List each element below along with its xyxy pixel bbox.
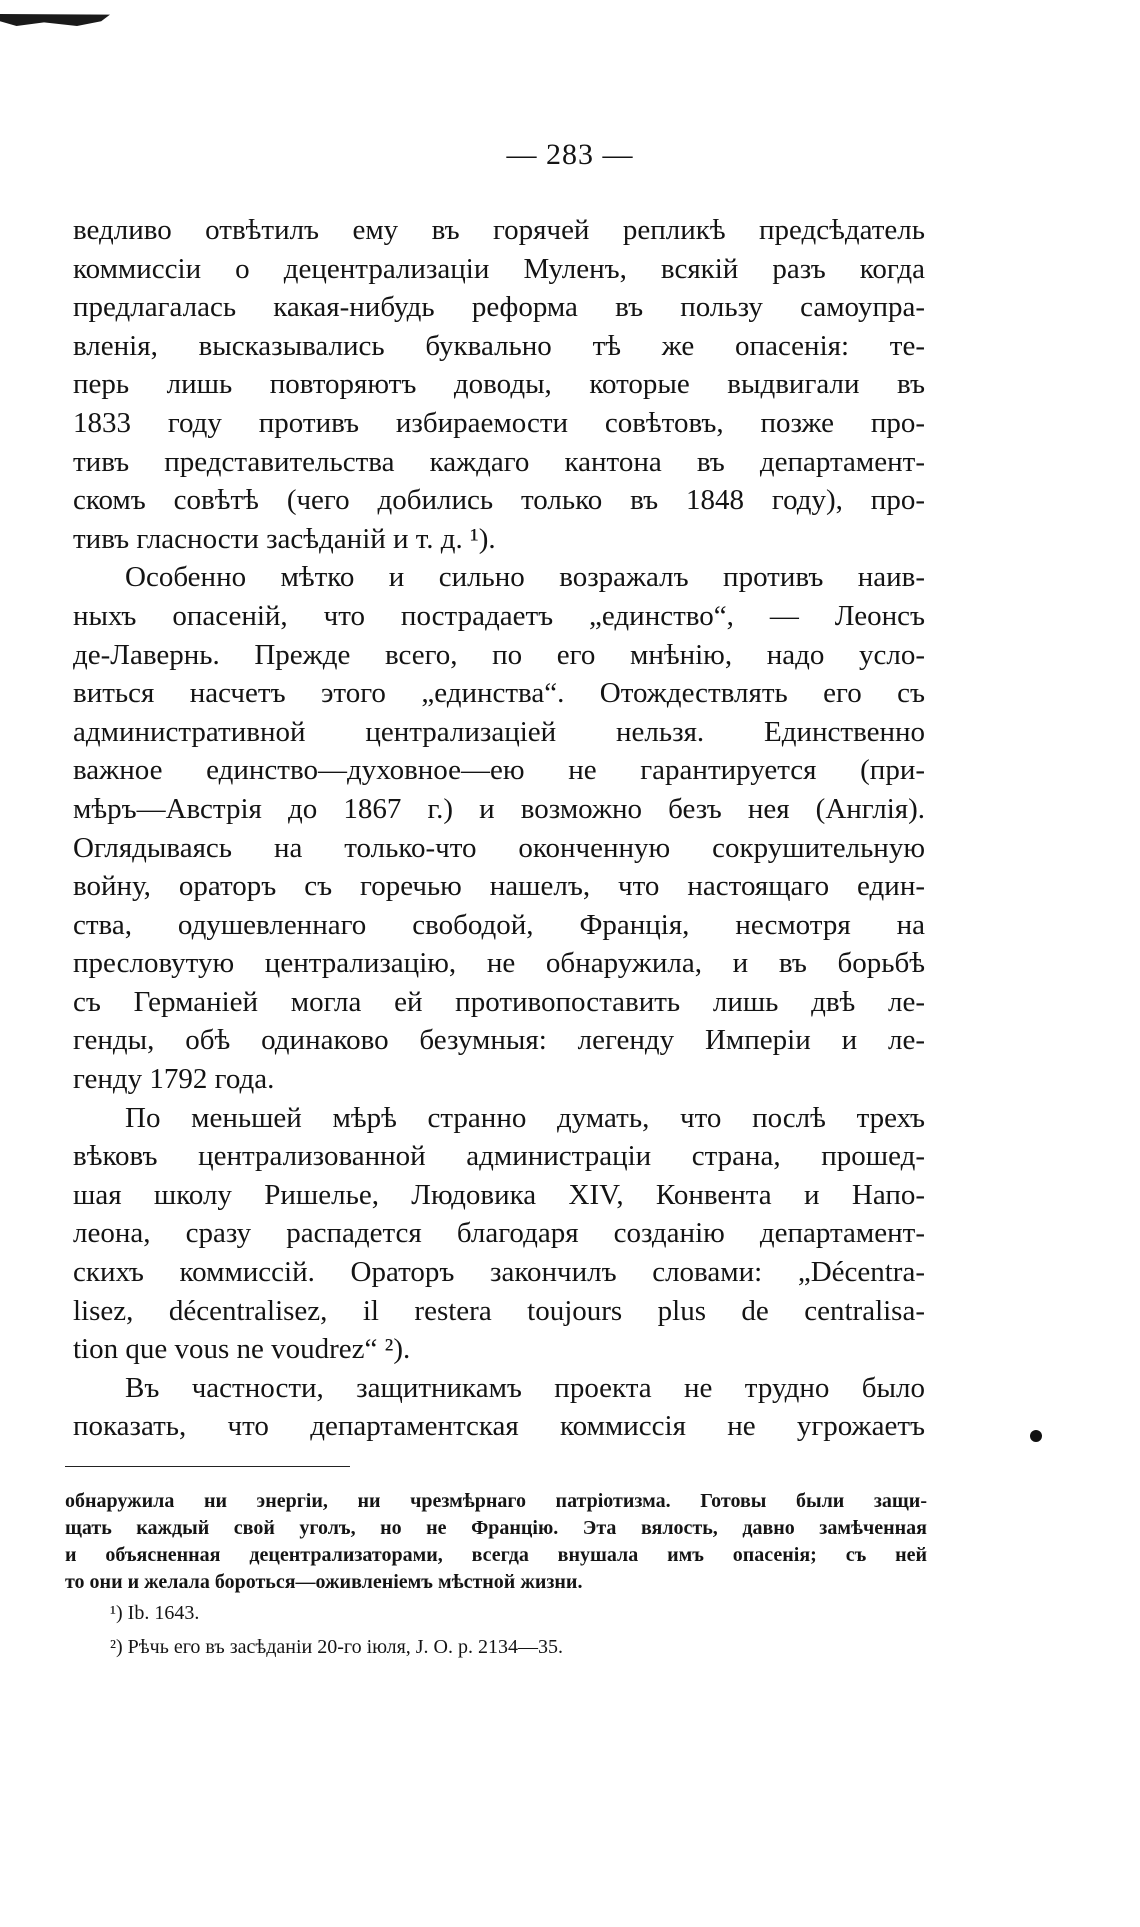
text-line: показать, что департаментская коммиссія не угрожаетъ bbox=[73, 1410, 925, 1443]
text-line: скомъ совѣтѣ (чего добились только въ 1848 году), про- bbox=[73, 484, 925, 517]
footnote-line: щать каждый свой уголъ, но не Францію. Эта вялость, давно замѣченная bbox=[65, 1517, 927, 1539]
text-line: пресловутую централизацію, не обнаружила, и въ борьбѣ bbox=[73, 947, 925, 980]
scan-artifact bbox=[0, 14, 110, 26]
text-line: lisez, décentralisez, il restera toujours plus de centralisa- bbox=[73, 1294, 925, 1327]
text-line: предлагалась какая-нибудь реформа въ пользу самоупра- bbox=[73, 291, 925, 324]
text-line: административной централизаціей нельзя. Единственно bbox=[73, 715, 925, 748]
footnote-line: и объясненная децентрализаторами, всегда внушала имъ опасенія; съ ней bbox=[65, 1544, 927, 1566]
footnote-2: ²) Рѣчь его въ засѣданіи 20-го іюля, J. O. p. 2134—35. bbox=[110, 1636, 563, 1658]
text-line: коммиссіи о децентрализаціи Муленъ, всякій разъ когда bbox=[73, 252, 925, 285]
text-line: съ Германіей могла ей противопоставить лишь двѣ ле- bbox=[73, 985, 925, 1018]
text-line: скихъ коммиссій. Ораторъ закончилъ словами: „Décentra- bbox=[73, 1256, 925, 1289]
text-line: вѣковъ централизованной администраціи страна, прошед- bbox=[73, 1140, 925, 1173]
footnotes bbox=[65, 1488, 927, 1664]
text-line: генды, обѣ одинаково безумныя: легенду Имперіи и ле- bbox=[73, 1024, 925, 1057]
footnote-line: обнаружила ни энергіи, ни чрезмѣрнаго патріотизма. Готовы были защи- bbox=[65, 1490, 927, 1512]
text-line: Въ частности, защитникамъ проекта не трудно было bbox=[125, 1371, 925, 1404]
text-line: де-Лавернь. Прежде всего, по его мнѣнію, надо усло- bbox=[73, 638, 925, 671]
text-line: перь лишь повторяютъ доводы, которые выдвигали въ bbox=[73, 368, 925, 401]
text-line: тивъ гласности засѣданій и т. д. ¹). bbox=[73, 522, 496, 555]
text-line: мѣръ—Австрія до 1867 г.) и возможно безъ нея (Англія). bbox=[73, 792, 925, 825]
margin-dot bbox=[1030, 1430, 1042, 1442]
text-line: виться насчетъ этого „единства“. Отождествлять его съ bbox=[73, 677, 925, 710]
text-line: По меньшей мѣрѣ странно думать, что послѣ трехъ bbox=[125, 1101, 925, 1134]
main-text bbox=[73, 211, 925, 1446]
text-line: ства, одушевленнаго свободой, Франція, несмотря на bbox=[73, 908, 925, 941]
text-line: важное единство—духовное—ею не гарантируется (при- bbox=[73, 754, 925, 787]
text-line: tion que vous ne voudrez“ ²). bbox=[73, 1333, 411, 1366]
text-line: Оглядываясь на только-что оконченную сокрушительную bbox=[73, 831, 925, 864]
text-line: тивъ представительства каждаго кантона въ департамент- bbox=[73, 445, 925, 478]
text-line: 1833 году противъ избираемости совѣтовъ, позже про- bbox=[73, 406, 925, 439]
footnote-divider bbox=[65, 1466, 350, 1467]
text-line: генду 1792 года. bbox=[73, 1063, 275, 1096]
footnote-1: ¹) Ib. 1643. bbox=[110, 1602, 200, 1624]
text-line: Особенно мѣтко и сильно возражалъ противъ наив- bbox=[125, 561, 925, 594]
text-line: шая школу Ришелье, Людовика XIV, Конвента и Напо- bbox=[73, 1178, 925, 1211]
text-line: вленія, высказывались буквально тѣ же опасенія: те- bbox=[73, 329, 925, 362]
text-line: войну, ораторъ съ горечью нашелъ, что настоящаго един- bbox=[73, 870, 925, 903]
text-line: ведливо отвѣтилъ ему въ горячей репликѣ предсѣдатель bbox=[73, 214, 925, 246]
text-line: ныхъ опасеній, что пострадаетъ „единство“, — Леонсъ bbox=[73, 599, 925, 632]
text-line: леона, сразу распадется благодаря созданію департамент- bbox=[73, 1217, 925, 1250]
page-number: — 283 — bbox=[506, 138, 634, 171]
footnote-line: то они и желала бороться—оживленіемъ мѣстной жизни. bbox=[65, 1571, 583, 1593]
